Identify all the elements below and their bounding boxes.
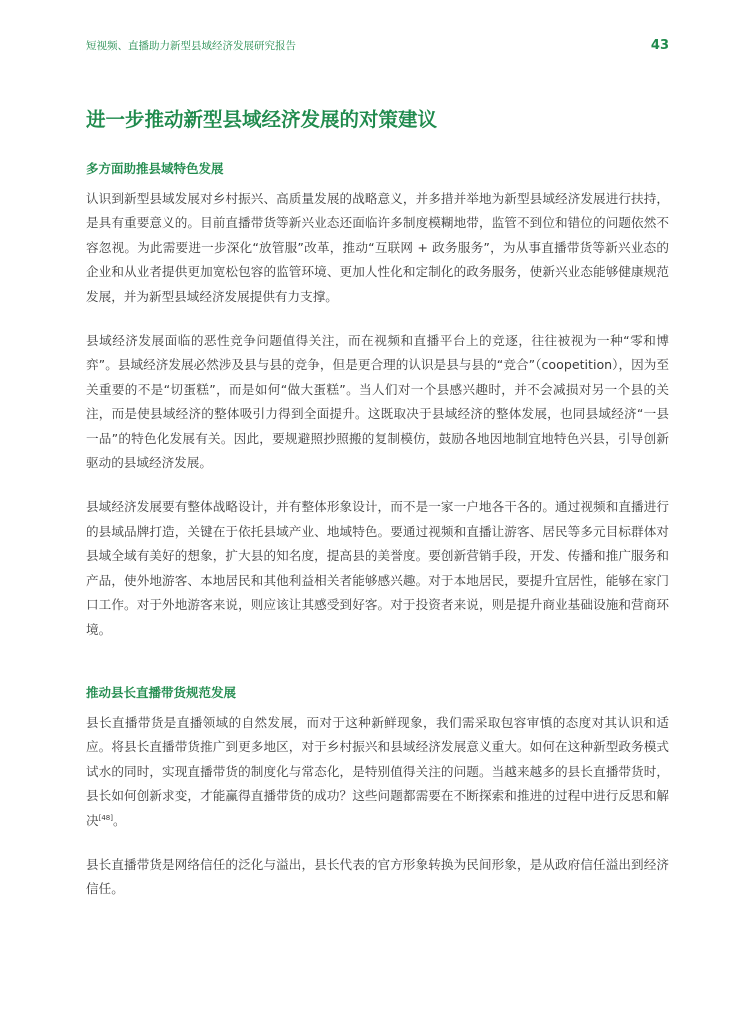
- paragraph-5: 县长直播带货是网络信任的泛化与溢出，县长代表的官方形象转换为民间形象，是从政府信任溢出到经济信任。: [86, 856, 669, 897]
- paragraph-4-text: 县长直播带货是直播领域的自然发展，而对于这种新鲜现象，我们需采取包容审慎的态度对其认识和适应。将县长直播带货推广到更多地区，对于乡村振兴和县域经济发展意义重大。如何在这种新型政务模式试水的同时，实现直播带货的制度化与常态化，是特别值得关注的问题。当越来越多的县长直播带货时，县长如何创新求变，才能赢得直播带货的成功？这些问题都需要在不断探索和推进的过程中进行反思和解决: [86, 714, 669, 828]
- page-content: [86, 106, 669, 902]
- page-header: [86, 38, 669, 53]
- main-title: 进一步推动新型县域经济发展的对策建议: [86, 108, 438, 131]
- page-number: 43: [650, 38, 669, 53]
- paragraph-4: [86, 711, 669, 833]
- section-heading-2: 推动县长直播带货规范发展: [86, 684, 237, 700]
- paragraph-1: 认识到新型县域发展对乡村振兴、高质量发展的战略意义，并多措并举地为新型县域经济发展进行扶持，是具有重要意义的。目前直播带货等新兴业态还面临许多制度模糊地带，监管不到位和错位的问题依然不容忽视。为此需要进一步深化“放管服”改革，推动“互联网 + 政务服务”，为从事直播带货等新兴业态的企业和从业者提供更加宽松包容的监管环境、更加人性化和定制化的政务服务，使新兴业态能够健康规范发展，并为新型县域经济发展提供有力支撑。: [86, 191, 669, 304]
- paragraph-2: 县域经济发展面临的恶性竞争问题值得关注，而在视频和直播平台上的竞逐，往往被视为一种“零和博弈”。县域经济发展必然涉及县与县的竞争，但是更合理的认识是县与县的“竞合”（coopetition），因为至关重要的不是“切蛋糕”，而是如何“做大蛋糕”。当人们对一个县感兴趣时，并不会减损对另一个县的关注，而是使县域经济的整体吸引力得到全面提升。这既取决于县域经济的整体发展，也同县域经济“一县一品”的特色化发展有关。因此，要规避照抄照搬的复制模仿，鼓励各地因地制宜地特色兴县，引导创新驱动的县域经济发展。: [86, 333, 669, 471]
- report-title: 短视频、直播助力新型县域经济发展研究报告: [86, 40, 296, 52]
- paragraph-3: 县域经济发展要有整体战略设计，并有整体形象设计，而不是一家一户地各干各的。通过视频和直播进行的县域品牌打造，关键在于依托县域产业、地域特色。要通过视频和直播让游客、居民等多元目标群体对县域全域有美好的想象，扩大县的知名度，提高县的美誉度。要创新营销手段，开发、传播和推广服务和产品，使外地游客、本地居民和其他利益相关者能够感兴趣。对于本地居民，要提升宜居性，能够在家门口工作。对于外地游客来说，则应该让其感受到好客。对于投资者来说，则是提升商业基础设施和营商环境。: [86, 499, 669, 637]
- paragraph-4-end: 。: [112, 812, 126, 828]
- citation-ref: [48]: [98, 813, 113, 822]
- section-heading-1: 多方面助推县域特色发展: [86, 161, 224, 176]
